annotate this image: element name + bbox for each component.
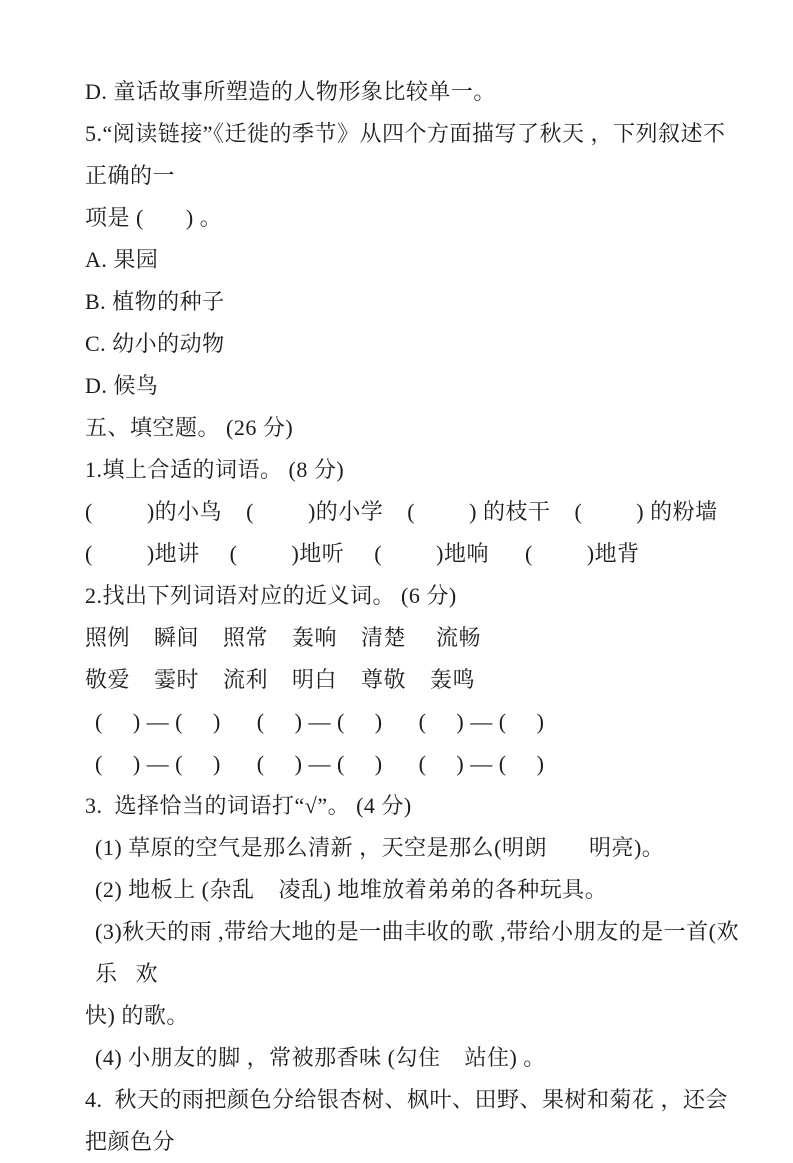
fill3-item4: (4) 小朋友的脚 ，常被那香味 (勾住 站住) 。 <box>95 1045 546 1070</box>
fill3-instruction: 3. 选择恰当的词语打“√”。 (4 分) <box>85 793 412 818</box>
fill2-word-row1: 照例 瞬间 照常 轰响 清楚 流畅 <box>85 625 482 650</box>
q5-stem-line2: 项是 ( ) 。 <box>85 205 223 230</box>
q4-option-d: D. 童话故事所塑造的人物形象比较单一。 <box>85 79 496 104</box>
q5-option-b: B. 植物的种子 <box>85 289 225 314</box>
fill2-instruction: 2.找出下列词语对应的近义词。 (6 分) <box>85 583 457 608</box>
fill4-stem-line1: 4. 秋天的雨把颜色分给银杏树、枫叶、田野、果树和菊花 ，还会把颜色分 <box>85 1087 729 1154</box>
fill3-item3-line1: (3)秋天的雨 ,带给大地的是一曲丰收的歌 ,带给小朋友的是一首(欢乐 欢 <box>95 919 739 986</box>
fill3-item3-line2: 快) 的歌。 <box>85 1003 189 1028</box>
section-5-heading: 五、填空题。 (26 分) <box>85 415 294 440</box>
fill1-blanks-row1: ( )的小鸟 ( )的小学 ( ) 的枝干 ( ) 的粉墙 <box>85 499 718 524</box>
fill2-answer-row1: ( ) — ( ) ( ) — ( ) ( ) — ( ) <box>95 709 545 734</box>
q5-option-d: D. 候鸟 <box>85 373 159 398</box>
q5-stem-line1: 5.“阅读链接”《迁徙的季节》从四个方面描写了秋天 ，下列叙述不正确的一 <box>85 121 726 188</box>
fill3-item2: (2) 地板上 (杂乱 凌乱) 地堆放着弟弟的各种玩具。 <box>95 877 608 902</box>
fill3-item1: (1) 草原的空气是那么清新 ，天空是那么(明朗 明亮)。 <box>95 835 665 860</box>
fill2-word-row2: 敬爱 霎时 流利 明白 尊敬 轰鸣 <box>85 667 476 692</box>
q5-option-c: C. 幼小的动物 <box>85 331 225 356</box>
q5-option-a: A. 果园 <box>85 247 159 272</box>
fill1-instruction: 1.填上合适的词语。 (8 分) <box>85 457 345 482</box>
fill1-blanks-row2: ( )地讲 ( )地听 ( )地响 ( )地背 <box>85 541 640 566</box>
fill2-answer-row2: ( ) — ( ) ( ) — ( ) ( ) — ( ) <box>95 751 545 776</box>
